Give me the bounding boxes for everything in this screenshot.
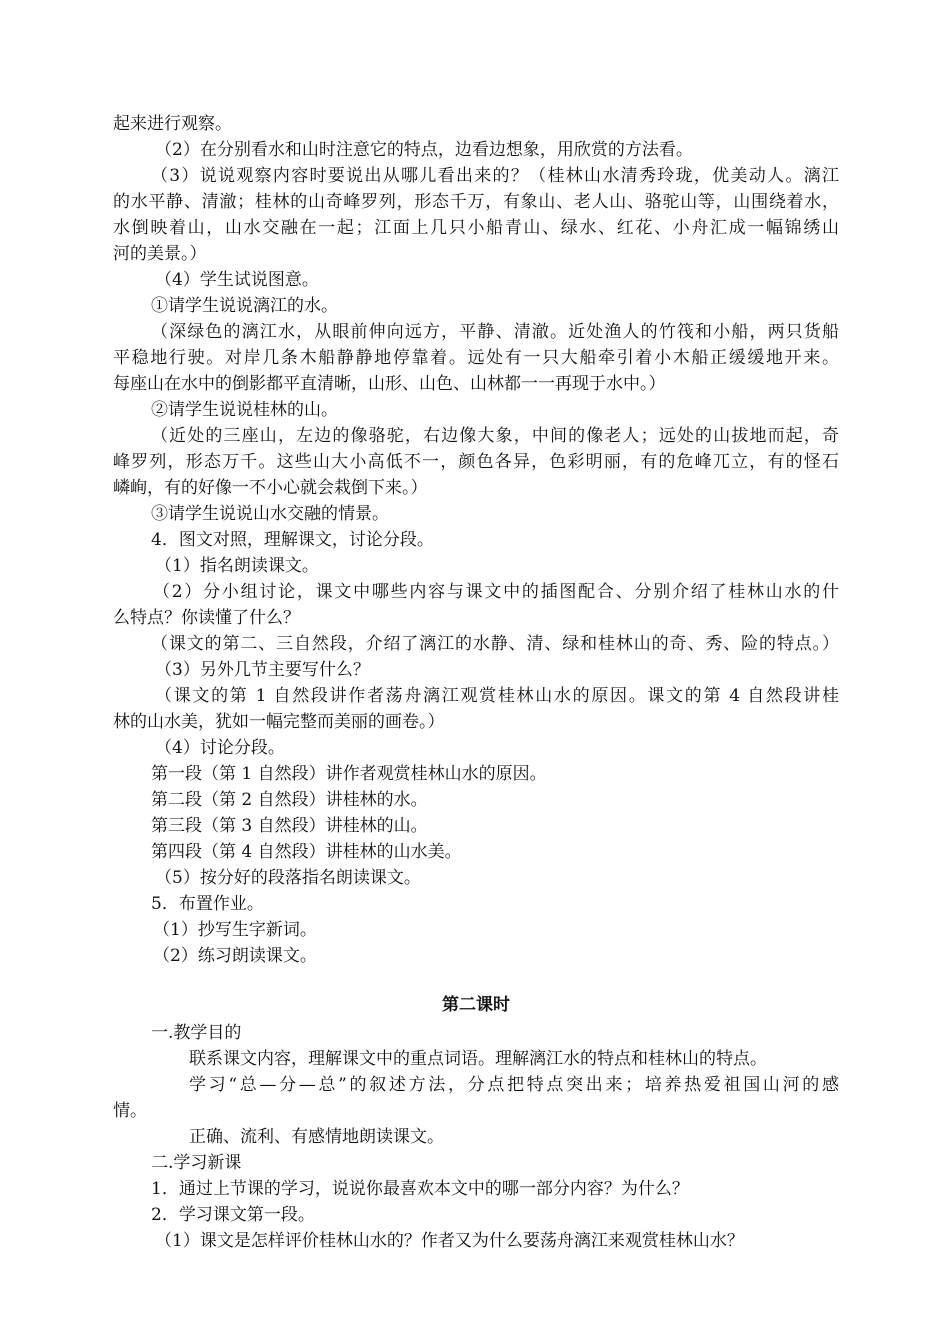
paragraph-line: （4）学生试说图意。 — [155, 270, 319, 290]
paragraph-line: 5．布置作业。 — [151, 894, 264, 914]
paragraph-line: 嶙峋，有的好像一不小心就会栽倒下来。） — [113, 478, 428, 498]
paragraph-line: （2）分小组讨论，课文中哪些内容与课文中的插图配合、分别介绍了桂林山水的什 — [153, 582, 839, 602]
paragraph-line: 情。 — [113, 1101, 147, 1121]
paragraph-line: 1．通过上节课的学习，说说你最喜欢本文中的哪一部分内容？为什么？ — [151, 1179, 689, 1199]
paragraph-line: 第四段（第 4 自然段）讲桂林的山水美。 — [151, 842, 462, 862]
paragraph-line: （课文的第 1 自然段讲作者荡舟漓江观赏桂林山水的原因。课文的第 4 自然段讲桂 — [155, 686, 839, 706]
paragraph-line: 2．学习课文第一段。 — [151, 1205, 315, 1225]
section-heading: 第二课时 — [442, 995, 510, 1015]
paragraph-line: 平稳地行驶。对岸几条木船静静地停靠着。远处有一只大船牵引着小木船正缓缓地开来。 — [113, 348, 839, 368]
paragraph-line: （1）课文是怎样评价桂林山水的？作者又为什么要荡舟漓江来观赏桂林山水？ — [155, 1231, 744, 1251]
paragraph-line: （2）练习朗读课文。 — [153, 946, 317, 966]
paragraph-line: 峰罗列，形态万千。这些山大小高低不一，颜色各异，色彩明丽，有的危峰兀立，有的怪石 — [113, 452, 839, 472]
paragraph-line: ①请学生说说漓江的水。 — [151, 296, 338, 316]
paragraph-line: 二.学习新课 — [151, 1153, 242, 1173]
paragraph-line: 正确、流利、有感情地朗读课文。 — [189, 1127, 444, 1147]
paragraph-line: 学习“总—分—总”的叙述方法，分点把特点突出来；培养热爱祖国山河的感 — [189, 1075, 839, 1095]
paragraph-line: （5）按分好的段落指名朗读课文。 — [155, 868, 421, 888]
paragraph-line: （3）说说观察内容时要说出从哪儿看出来的？（桂林山水清秀玲珑，优美动人。漓江 — [151, 166, 839, 186]
paragraph-line: 第三段（第 3 自然段）讲桂林的山。 — [151, 816, 428, 836]
paragraph-line: （近处的三座山，左边的像骆驼，右边像大象，中间的像老人；远处的山拔地而起，奇 — [151, 426, 839, 446]
paragraph-line: （深绿色的漓江水，从眼前伸向远方，平静、清澈。近处渔人的竹筏和小船，两只货船 — [151, 322, 839, 342]
paragraph-line: （1）指名朗读课文。 — [155, 556, 319, 576]
paragraph-line: 的水平静、清澈；桂林的山奇峰罗列，形态千万，有象山、老人山、骆驼山等，山围绕着水， — [113, 192, 839, 212]
paragraph-line: （3）另外几节主要写什么？ — [155, 660, 370, 680]
paragraph-line: 么特点？你读懂了什么？ — [113, 608, 300, 628]
paragraph-line: （2）在分别看水和山时注意它的特点，边看边想象，用欣赏的方法看。 — [155, 140, 693, 160]
paragraph-line: 河的美景。） — [113, 244, 207, 264]
paragraph-line: 第一段（第 1 自然段）讲作者观赏桂林山水的原因。 — [151, 764, 547, 784]
paragraph-line: （课文的第二、三自然段，介绍了漓江的水静、清、绿和桂林山的奇、秀、险的特点。） — [151, 634, 839, 654]
paragraph-line: 第二段（第 2 自然段）讲桂林的水。 — [151, 790, 428, 810]
paragraph-line: ③请学生说说山水交融的情景。 — [151, 504, 389, 524]
paragraph-line: 4．图文对照，理解课文，讨论分段。 — [151, 530, 434, 550]
paragraph-line: 一.教学目的 — [151, 1023, 242, 1043]
paragraph-line: （4）讨论分段。 — [155, 738, 285, 758]
paragraph-line: 起来进行观察。 — [113, 114, 232, 134]
paragraph-line: ②请学生说说桂林的山。 — [151, 400, 338, 420]
paragraph-line: 每座山在水中的倒影都平直清晰，山形、山色、山林都一一再现于水中。） — [113, 374, 666, 394]
paragraph-line: 林的山水美，犹如一幅完整而美丽的画卷。） — [113, 712, 445, 732]
paragraph-line: 联系课文内容，理解课文中的重点词语。理解漓江水的特点和桂林山的特点。 — [189, 1049, 767, 1069]
paragraph-line: （1）抄写生字新词。 — [153, 920, 317, 940]
paragraph-line: 水倒映着山，山水交融在一起；江面上几只小船青山、绿水、红花、小舟汇成一幅锦绣山 — [113, 218, 839, 238]
